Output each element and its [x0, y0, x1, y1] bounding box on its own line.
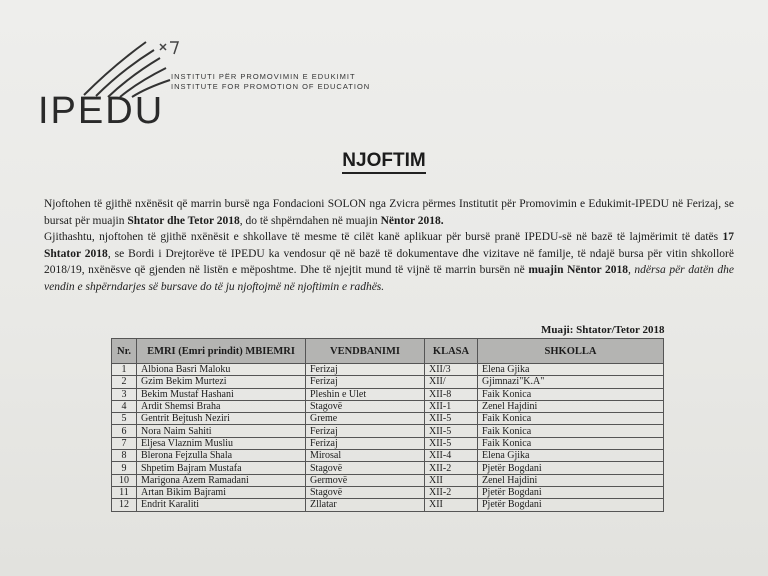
col-header-name: EMRI (Emri prindit) MBIEMRI [137, 339, 306, 364]
cell-class: XII [425, 499, 478, 511]
cell-residence: Mirosal [306, 450, 425, 462]
cell-class: XII-5 [425, 425, 478, 437]
table-row [112, 462, 664, 474]
cell-school: Faik Konica [478, 425, 664, 437]
cell-nr: 9 [112, 462, 137, 474]
cell-residence: Stagovë [306, 486, 425, 498]
org-name-sq: INSTITUTI PËR PROMOVIMIN E EDUKIMIT [171, 72, 356, 81]
month-label: Muaji: Shtator/Tetor 2018 [541, 324, 665, 336]
table-row [112, 499, 664, 511]
cell-name: Marigona Azem Ramadani [137, 474, 306, 486]
cell-residence: Ferizaj [306, 437, 425, 449]
cell-residence: Ferizaj [306, 425, 425, 437]
cell-residence: Germovë [306, 474, 425, 486]
col-header-residence: VENDBANIMI [306, 339, 425, 364]
cell-school: Faik Konica [478, 388, 664, 400]
cell-school: Elena Gjika [478, 364, 664, 376]
table-row [112, 437, 664, 449]
cell-name: Bekim Mustaf Hashani [137, 388, 306, 400]
cell-name: Endrit Karaliti [137, 499, 306, 511]
cell-class: XII-5 [425, 437, 478, 449]
cell-nr: 7 [112, 437, 137, 449]
cell-name: Shpetim Bajram Mustafa [137, 462, 306, 474]
col-header-school: SHKOLLA [478, 339, 664, 364]
notice-body [44, 196, 734, 295]
cell-nr: 3 [112, 388, 137, 400]
cell-residence: Ferizaj [306, 364, 425, 376]
cell-nr: 4 [112, 400, 137, 412]
cell-class: XII-5 [425, 413, 478, 425]
cell-school: Pjetër Bogdani [478, 462, 664, 474]
table-row [112, 400, 664, 412]
cell-nr: 10 [112, 474, 137, 486]
cell-residence: Pleshin e Ulet [306, 388, 425, 400]
cell-nr: 6 [112, 425, 137, 437]
cell-nr: 12 [112, 499, 137, 511]
cell-name: Artan Bikim Bajrami [137, 486, 306, 498]
table-row [112, 388, 664, 400]
cell-name: Gzim Bekim Murtezi [137, 376, 306, 388]
org-name-en: INSTITUTE FOR PROMOTION OF EDUCATION [171, 82, 371, 91]
cell-residence: Zllatar [306, 499, 425, 511]
cell-school: Elena Gjika [478, 450, 664, 462]
cell-nr: 11 [112, 486, 137, 498]
cell-school: Pjetër Bogdani [478, 486, 664, 498]
paragraph-2: Gjithashtu, njoftohen të gjithë nxënësit e shkollave të mesme të cilët kanë aplikuar për bursë pranë IPEDU-së në bazë të lajmërimit të datës 17 Shtator 2018, se Bordi i Drejtorëve të IPEDU ka vendosur që në bazë të dokumentave dhe vizitave në familje, të ndajë bursa për vitin shkollorë 2018/19, nxënësve që gjenden në listën e mëposhtme. Dhe të njejtit mund të vijnë të marrin bursën në muajin Nëntor 2018, ndërsa për datën dhe vendin e shpërndarjes së bursave do të ju njoftojmë në njoftimin e radhës. [44, 231, 734, 293]
logo-wordmark: IPEDU [38, 90, 165, 132]
table-row [112, 450, 664, 462]
cell-name: Ardit Shemsi Braha [137, 400, 306, 412]
cell-nr: 1 [112, 364, 137, 376]
cell-residence: Stagovë [306, 462, 425, 474]
cell-class: XII-2 [425, 486, 478, 498]
cell-nr: 8 [112, 450, 137, 462]
cell-school: Faik Konica [478, 437, 664, 449]
cell-school: Zenel Hajdini [478, 400, 664, 412]
cell-class: XII-2 [425, 462, 478, 474]
cell-school: Pjetër Bogdani [478, 499, 664, 511]
cell-residence: Ferizaj [306, 376, 425, 388]
col-header-nr: Nr. [112, 339, 137, 364]
col-header-class: KLASA [425, 339, 478, 364]
cell-nr: 2 [112, 376, 137, 388]
cell-name: Nora Naim Sahiti [137, 425, 306, 437]
table-row [112, 376, 664, 388]
cell-residence: Stagovë [306, 400, 425, 412]
table-row [112, 474, 664, 486]
org-name [171, 72, 370, 92]
table-row [112, 413, 664, 425]
cell-class: XII/3 [425, 364, 478, 376]
cell-class: XII/ [425, 376, 478, 388]
cell-residence: Greme [306, 413, 425, 425]
cell-school: Zenel Hajdini [478, 474, 664, 486]
cell-class: XII [425, 474, 478, 486]
cell-nr: 5 [112, 413, 137, 425]
scholarship-table [111, 338, 664, 512]
cell-school: Faik Konica [478, 413, 664, 425]
cell-class: XII-8 [425, 388, 478, 400]
cell-class: XII-1 [425, 400, 478, 412]
table-row [112, 425, 664, 437]
table-row [112, 364, 664, 376]
paragraph-1: Njoftohen të gjithë nxënësit që marrin bursë nga Fondacioni SOLON nga Zvicra përmes Institutit për Promovimin e Edukimit-IPEDU në Ferizaj, se bursat për muajin Shtator dhe Tetor 2018, do të shpërndahen në muajin Nëntor 2018. [44, 198, 734, 227]
cell-name: Eljesa Vlaznim Musliu [137, 437, 306, 449]
cell-school: Gjimnazi"K.A" [478, 376, 664, 388]
table-row [112, 486, 664, 498]
cell-name: Gentrit Bejtush Neziri [137, 413, 306, 425]
notice-title: NJOFTIM [0, 150, 768, 172]
cell-name: Blerona Fejzulla Shala [137, 450, 306, 462]
table-header-row [112, 339, 664, 364]
cell-class: XII-4 [425, 450, 478, 462]
cell-name: Albiona Basri Maloku [137, 364, 306, 376]
